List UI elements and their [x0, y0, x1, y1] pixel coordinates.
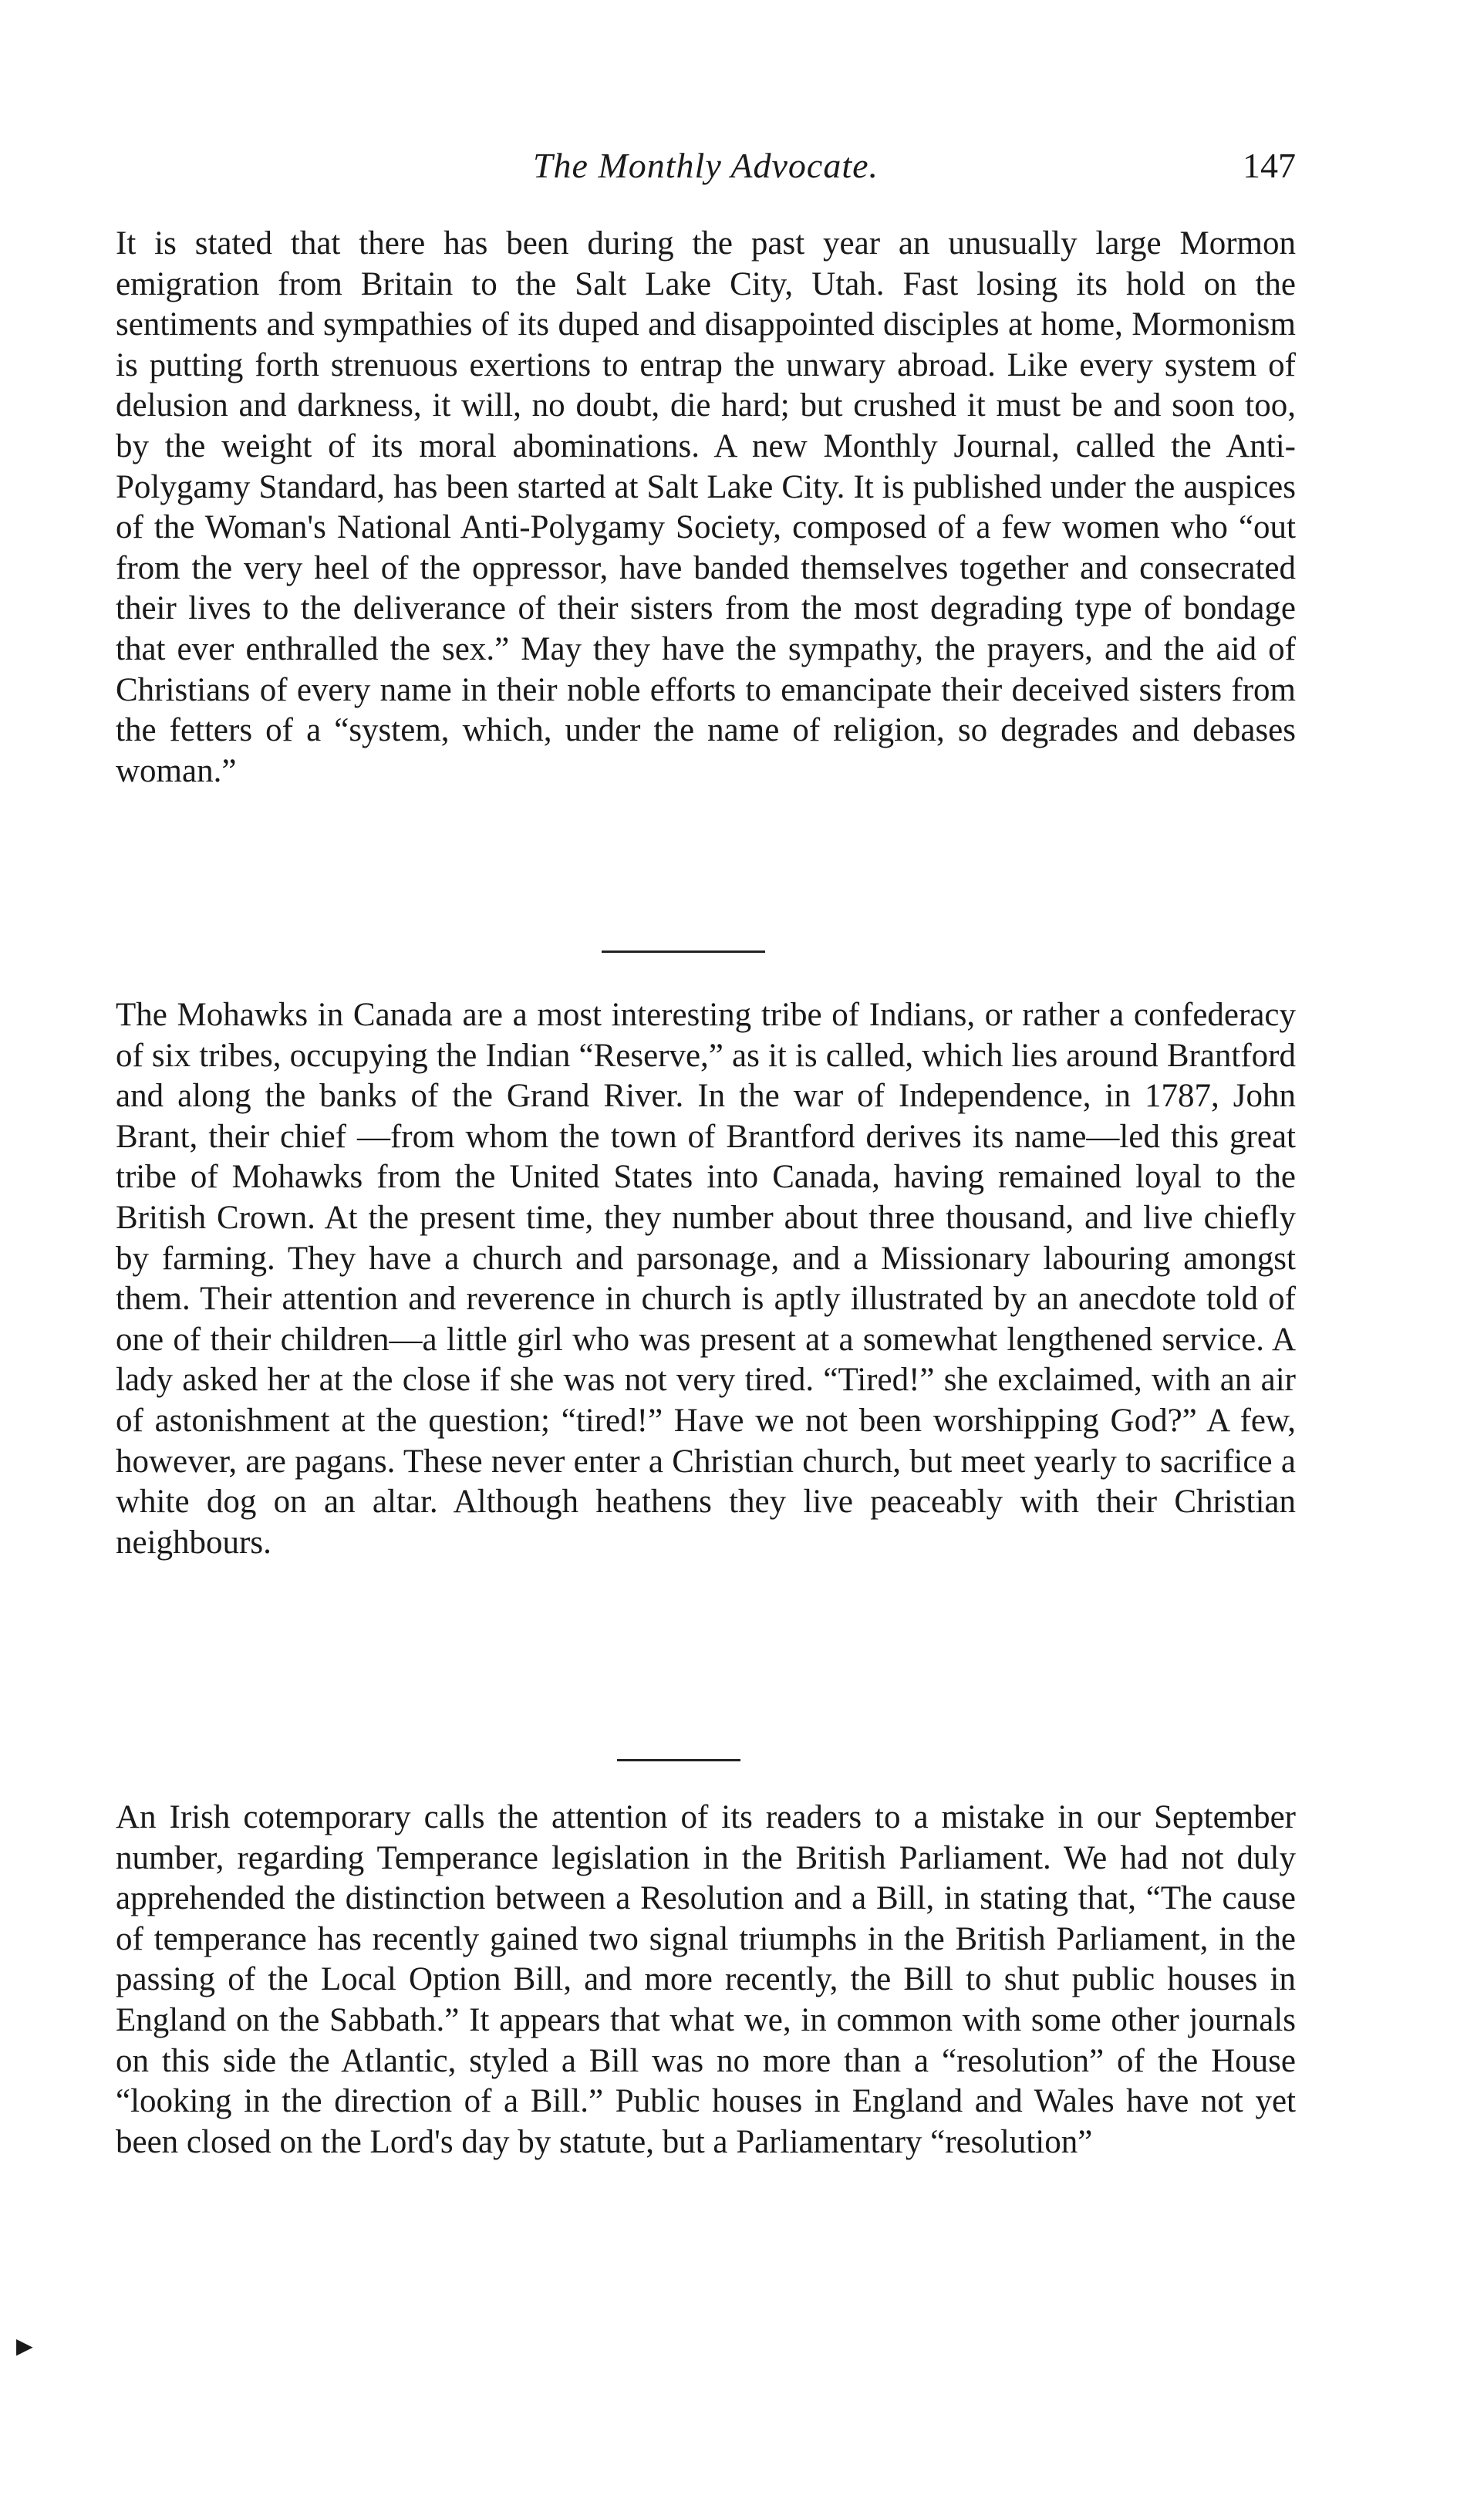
- paragraph-text: It is stated that there has been during the past year an unusually large Mormon emigration from Britain to the Salt Lake City, Utah. Fast losing its hold on the sentiments and sympathies of its duped and disappointed disciples at home, Mormonism is putting forth strenuous exertions to entrap the unwary abroad. Like every system of delusion and darkness, it will, no doubt, die hard; but crushed it must be and soon too, by the weight of its moral abominations. A new Monthly Journal, called the Anti-Polygamy Standard, has been started at Salt Lake City. It is published under the auspices of the Woman's National Anti-Polygamy Society, composed of a few women who “out from the very heel of the oppressor, have banded themselves together and consecrated their lives to the deliverance of their sisters from the most degrading type of bondage that ever enthralled the sex.” May they have the sympathy, the prayers, and the aid of Christians of every name in their noble efforts to emancipate their deceived sisters from the fetters of a “system, which, under the name of religion, so degrades and debases woman.”: [116, 225, 1296, 789]
- paragraph-mohawks: [116, 995, 1296, 1563]
- paragraph-mormon-emigration: [116, 224, 1296, 792]
- page-header: [116, 145, 1296, 199]
- section-divider: [602, 950, 765, 953]
- page-number: 147: [1243, 146, 1296, 185]
- section-divider: [617, 1759, 740, 1761]
- paragraph-temperance: [116, 1798, 1296, 2163]
- paragraph-text: An Irish cotemporary calls the attention of its readers to a mistake in our September number, regarding Temperance legislation in the British Parliament. We had not duly apprehended the distinction between a Resolution and a Bill, in stating that, “The cause of temperance has recently gained two signal triumphs in the British Parliament, in the passing of the Local Option Bill, and more recently, the Bill to shut public houses in England on the Sabbath.” It appears that what we, in common with some other journals on this side the Atlantic, styled a Bill was no more than a “resolution” of the House “looking in the direction of a Bill.” Public houses in England and Wales have not yet been closed on the Lord's day by statute, but a Parliamentary “resolution”: [116, 1799, 1296, 2160]
- paragraph-text: The Mohawks in Canada are a most interesting tribe of Indians, or rather a confederacy of six tribes, occupying the Indian “Reserve,” as it is called, which lies around Brantford and along the banks of the Grand River. In the war of Independence, in 1787, John Brant, their chief —from whom the town of Brantford derives its name—led this great tribe of Mohawks from the United States into Canada, having remained loyal to the British Crown. At the present time, they number about three thousand, and live chiefly by farming. They have a church and parsonage, and a Missionary labouring amongst them. Their attention and reverence in church is aptly illustrated by an anecdote told of one of their children—a little girl who was present at a somewhat lengthened service. A lady asked her at the close if she was not very tired. “Tired!” she exclaimed, with an air of astonishment at the question; “tired!” Have we not been worshipping God?” A few, however, are pagans. These never enter a Christian church, but meet yearly to sacrifice a white dog on an altar. Although heathens they live peaceably with their Christian neighbours.: [116, 997, 1296, 1561]
- running-title: The Monthly Advocate.: [532, 146, 879, 185]
- scan-mark: ►: [11, 2331, 39, 2362]
